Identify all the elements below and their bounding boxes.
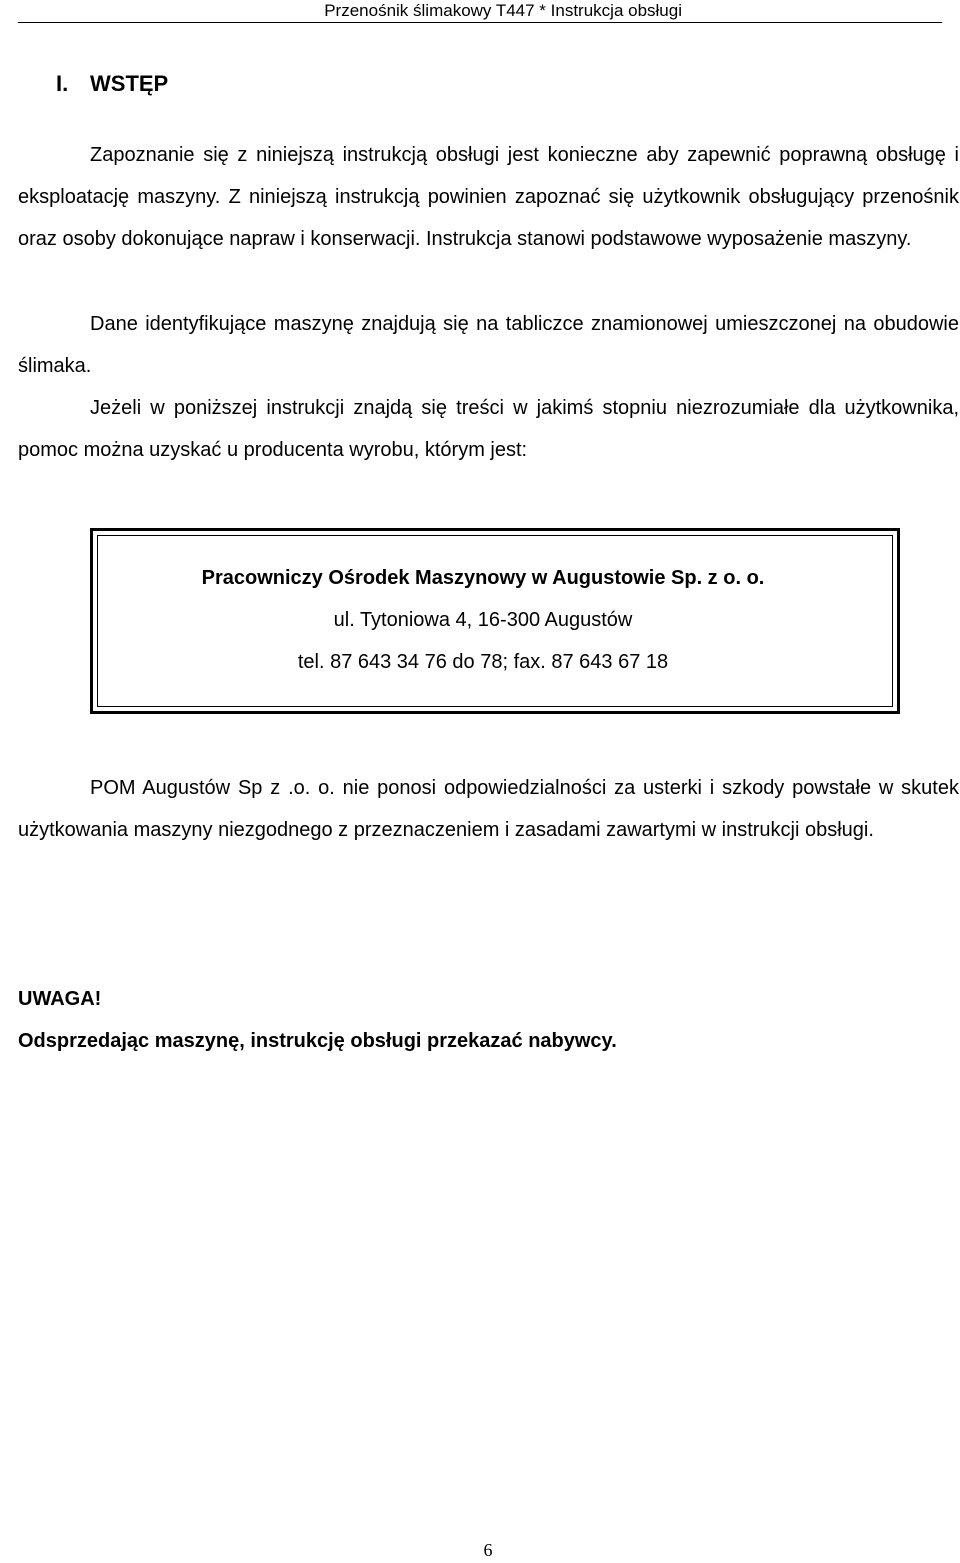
intro-paragraph-block xyxy=(18,134,959,260)
manufacturer-address-box xyxy=(90,528,900,714)
help-paragraph-block xyxy=(18,387,959,471)
page-number: 6 xyxy=(483,1540,493,1560)
warning-text: Odsprzedając maszynę, instrukcję obsługi przekazać nabywcy. xyxy=(18,1030,617,1052)
intro-paragraph: Zapoznanie się z niniejszą instrukcją obsługi jest konieczne aby zapewnić poprawną obsługę i eksploatację maszyny. Z niniejszą instrukcją powinien zapoznać się użytkownik obsługujący przenośnik oraz osoby dokonujące napraw i konserwacji. Instrukcja stanowi podstawowe wyposażenie maszyny. xyxy=(18,144,959,250)
liability-paragraph-block xyxy=(18,767,959,851)
identification-paragraph: Dane identyfikujące maszynę znajdują się na tabliczce znamionowej umieszczonej na obudowie ślimaka. xyxy=(18,313,959,377)
liability-paragraph: POM Augustów Sp z .o. o. nie ponosi odpowiedzialności za usterki i szkody powstałe w skutek użytkowania maszyny niezgodnego z przeznaczeniem i zasadami zawartymi w instrukcji obsługi. xyxy=(18,777,959,841)
section-title: WSTĘP xyxy=(90,71,169,96)
help-paragraph: Jeżeli w poniższej instrukcji znajdą się treści w jakimś stopniu niezrozumiałe dla użytkownika, pomoc można uzyskać u producenta wyrobu, którym jest: xyxy=(18,397,959,461)
manufacturer-phone: tel. 87 643 34 76 do 78; fax. 87 643 67 18 xyxy=(297,651,669,673)
manufacturer-name: Pracowniczy Ośrodek Maszynowy w Augustowie Sp. z o. o. xyxy=(201,567,765,589)
manufacturer-street: ul. Tytoniowa 4, 16-300 Augustów xyxy=(333,609,633,631)
section-number: I. xyxy=(56,71,69,96)
section-heading xyxy=(56,70,168,98)
warning-title: UWAGA! xyxy=(18,988,102,1010)
running-header: Przenośnik ślimakowy T447 * Instrukcja obsługi xyxy=(324,1,682,20)
header-divider xyxy=(18,22,942,23)
identification-paragraph-block xyxy=(18,303,959,387)
